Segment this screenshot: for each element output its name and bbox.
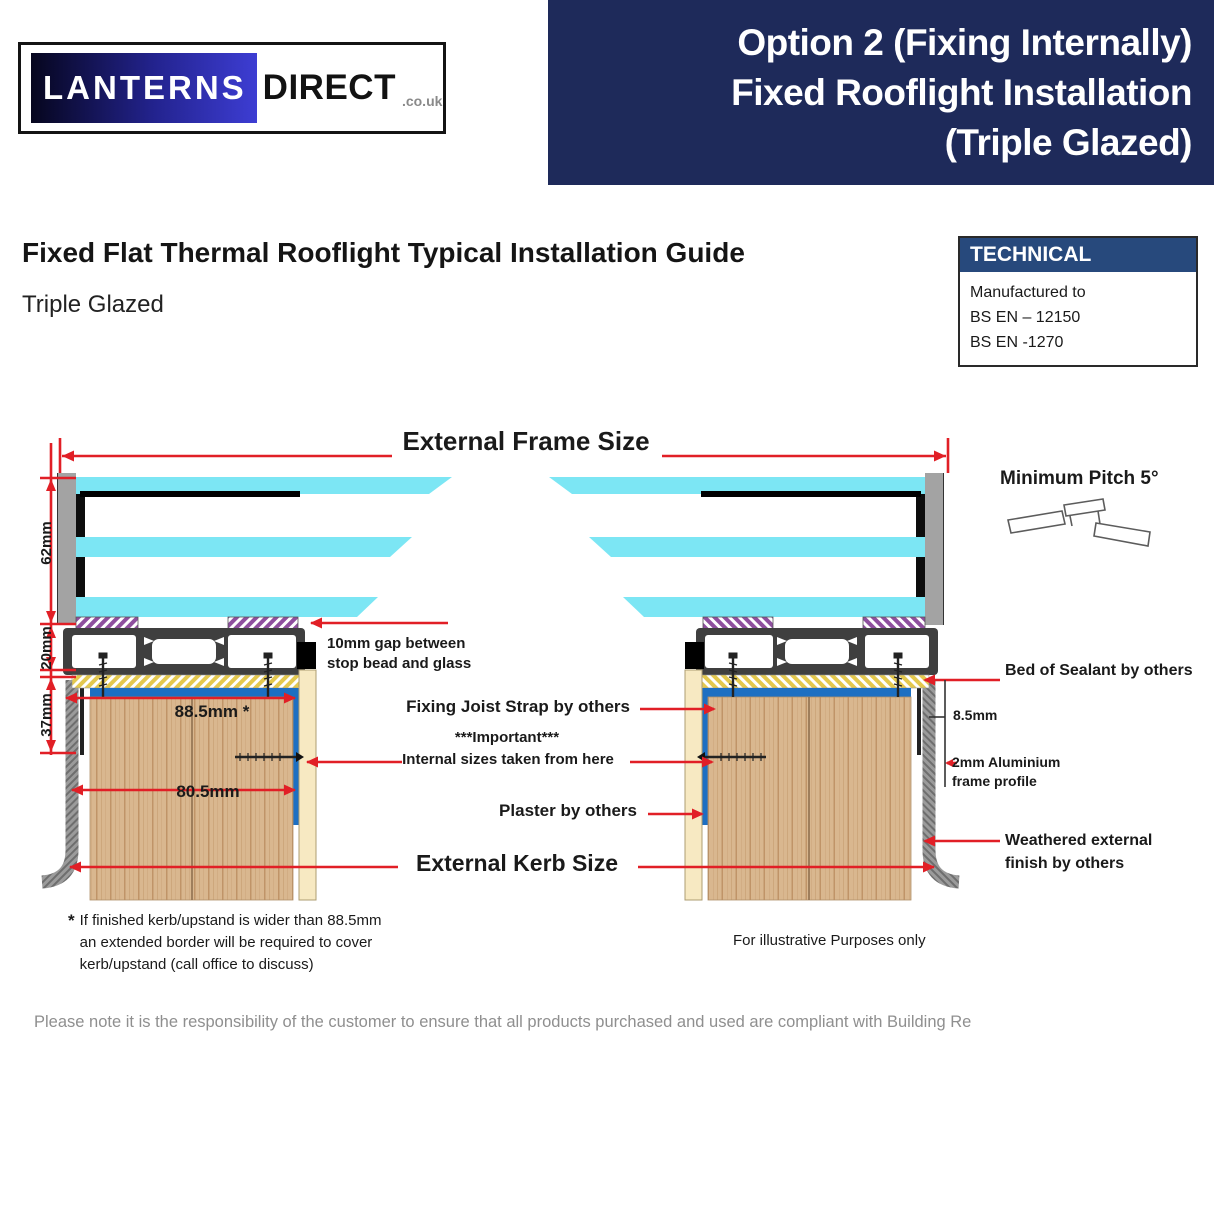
dim-805mm-label: 80.5mm — [176, 782, 240, 801]
footnote-line-2: an extended border will be required to cover — [79, 934, 373, 951]
page-title: Fixed Flat Thermal Rooflight Typical Installation Guide — [22, 237, 745, 268]
gap-note-line-2: stop bead and glass — [327, 655, 472, 672]
dim-62mm-label: 62mm — [38, 521, 55, 565]
logo-brand-secondary: DIRECT — [262, 68, 396, 107]
header-banner — [548, 0, 1214, 185]
bed-of-sealant-label: Bed of Sealant by others — [1005, 662, 1193, 679]
weathered-finish-line-2: finish by others — [1005, 855, 1125, 872]
aluminium-profile-line-1: 2mm Aluminium — [952, 754, 1061, 770]
footnote-line-1: If finished kerb/upstand is wider than 88.5mm — [79, 912, 382, 929]
logo-brand-primary: LANTERNS — [31, 53, 257, 123]
lanterns-direct-logo — [18, 42, 446, 134]
dim-20mm-label: 20mm — [38, 626, 55, 670]
minimum-pitch-label: Minimum Pitch 5° — [1000, 468, 1159, 489]
external-kerb-size-label: External Kerb Size — [416, 850, 618, 876]
weathered-finish-line-1: Weathered external — [1005, 832, 1153, 849]
footnote-asterisk: * — [68, 911, 75, 930]
aluminium-profile-label — [952, 753, 1082, 791]
external-frame-size-label: External Frame Size — [402, 426, 650, 456]
header-line-3: (Triple Glazed) — [944, 121, 1192, 163]
technical-box-title: TECHNICAL — [960, 238, 1196, 272]
dim-85mm-label: 8.5mm — [953, 707, 998, 723]
kerb-footnote — [68, 910, 398, 976]
technical-line: BS EN – 12150 — [970, 309, 1081, 326]
technical-line: BS EN -1270 — [970, 334, 1064, 351]
header-line-2: Fixed Rooflight Installation — [731, 71, 1192, 113]
logo-tld: .co.uk — [401, 93, 443, 109]
footnote-line-3: kerb/upstand (call office to discuss) — [79, 956, 314, 973]
internal-sizes-label: Internal sizes taken from here — [402, 751, 614, 768]
technical-box — [958, 236, 1198, 367]
header-line-1: Option 2 (Fixing Internally) — [737, 21, 1192, 63]
important-label: ***Important*** — [454, 729, 560, 746]
gap-note-line-1: 10mm gap between — [327, 635, 466, 652]
gap-note-label — [327, 634, 477, 674]
illustrative-note: For illustrative Purposes only — [733, 932, 926, 949]
plaster-label: Plaster by others — [499, 801, 637, 820]
compliance-note: Please note it is the responsibility of the customer to ensure that all products purchased and used are compliant with Building Re — [34, 1013, 972, 1031]
fixing-joist-label: Fixing Joist Strap by others — [406, 697, 630, 716]
dim-85-leader — [929, 680, 945, 787]
pitch-sketch — [1008, 499, 1150, 546]
dim-37mm-label: 37mm — [38, 693, 55, 737]
dim-885mm-label: 88.5mm * — [174, 702, 250, 721]
page-subtitle: Triple Glazed — [22, 291, 164, 318]
technical-line: Manufactured to — [970, 284, 1086, 301]
weathered-finish-label — [1005, 829, 1185, 875]
aluminium-profile-line-2: frame profile — [952, 773, 1037, 789]
